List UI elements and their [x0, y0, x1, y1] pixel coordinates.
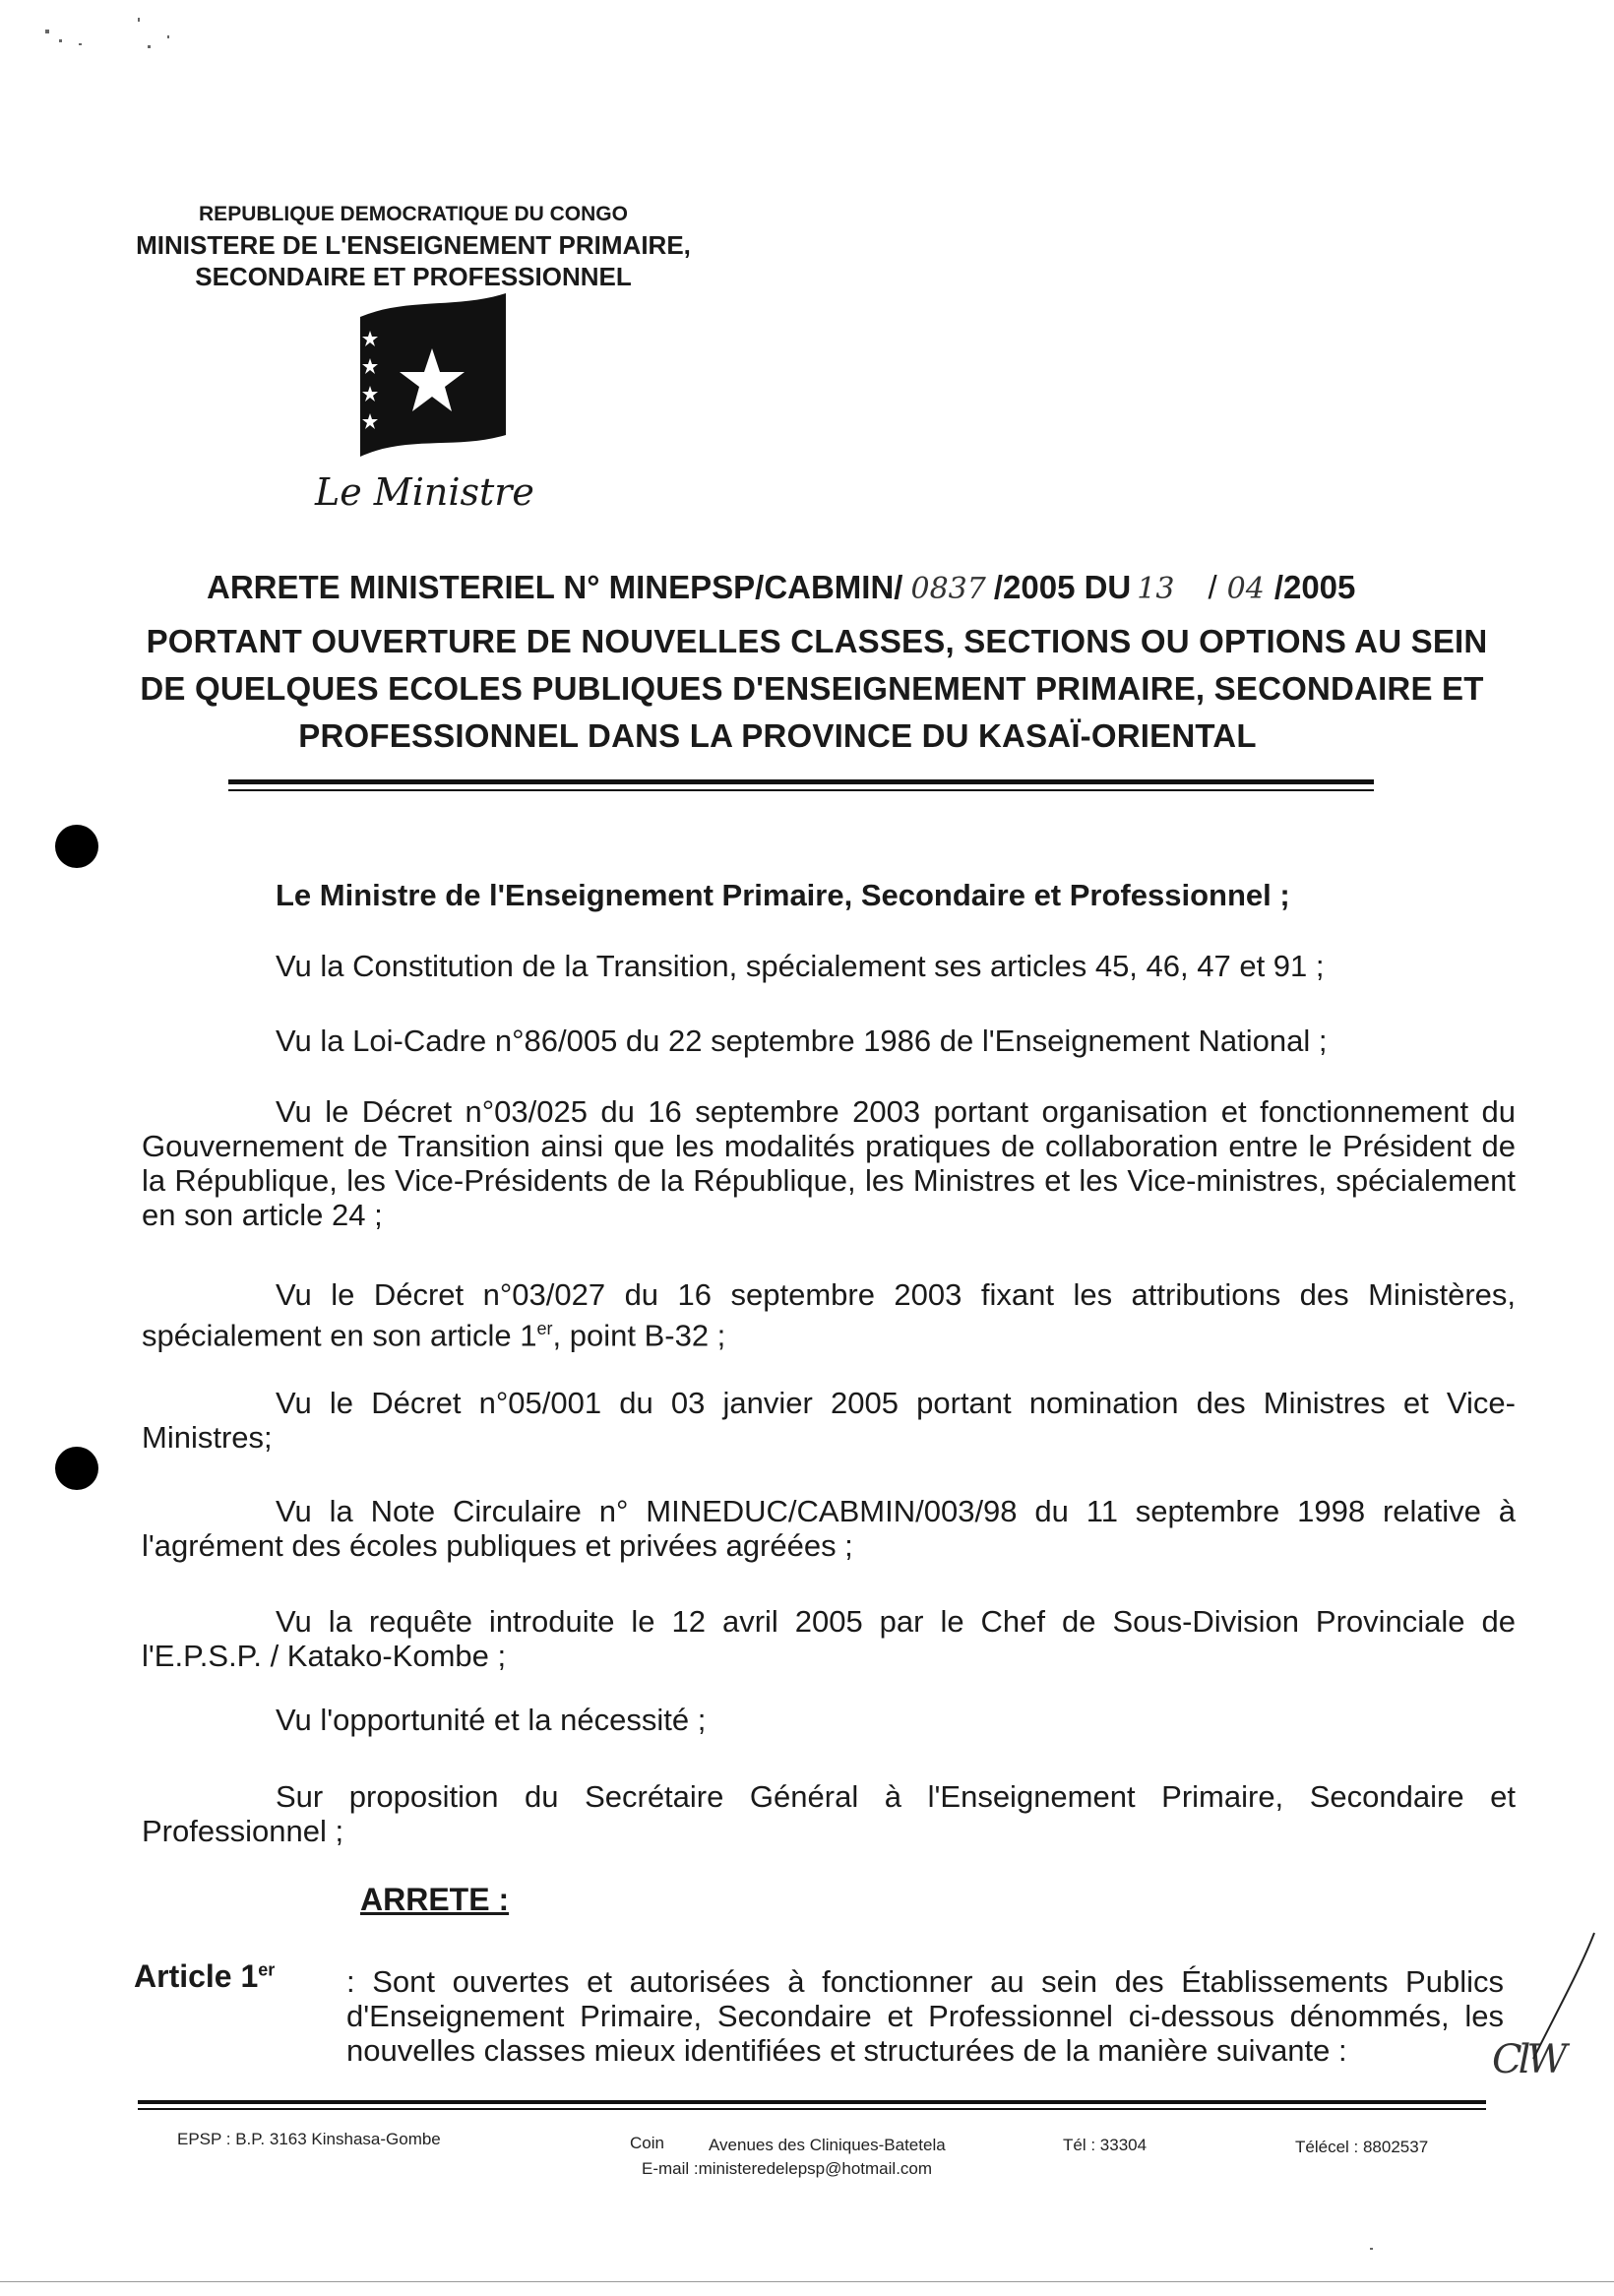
article-1-text: : Sont ouvertes et autorisées à fonctionner au sein des Établissements Publics d'Enseignement Primaire, Secondaire et Professionnel ci-dessous dénommés, les nouvelles classes mieux identifiées et structurées de la manière suivante :	[346, 1964, 1504, 2068]
footer-address: EPSP : B.P. 3163 Kinshasa-Gombe	[177, 2130, 441, 2148]
visa-decret-03-025: Vu le Décret n°03/025 du 16 septembre 2003 portant organisation et fonctionnement du Gouvernement de Transition ainsi que les modalités pratiques de collaboration entre le Président de la République, les Vice-Présidents de la République, les Ministres et les Vice-ministres, spécialement en son article 24 ;	[142, 1094, 1516, 1232]
visa-constitution: Vu la Constitution de la Transition, spécialement ses articles 45, 46, 47 et 91 ;	[276, 949, 1325, 983]
visa-decret-05-001: Vu le Décret n°05/001 du 03 janvier 2005 portant nomination des Ministres et Vice-Ministres;	[142, 1386, 1516, 1455]
scan-speck	[79, 43, 82, 45]
article-label	[134, 1958, 275, 1995]
scan-speck	[138, 18, 140, 22]
letterhead-ministry: MINISTERE DE L'ENSEIGNEMENT PRIMAIRE,	[136, 230, 691, 260]
scan-speck	[167, 35, 169, 38]
article-label-text: Article 1	[134, 1958, 259, 1994]
decree-month-handwritten: 04	[1226, 572, 1265, 606]
footer-telecel: Télécel : 8802537	[1295, 2138, 1429, 2156]
signatory-title: Le Ministre	[315, 470, 534, 514]
title-underline	[228, 779, 1374, 784]
footer-coin: Coin	[630, 2134, 664, 2152]
decree-title-line4: PROFESSIONNEL DANS LA PROVINCE DU KASAÏ-ORIENTAL	[298, 717, 1257, 754]
flag-star-emblem-icon	[348, 287, 516, 465]
visa-decret-03-027-text: Vu le Décret n°03/027 du 16 septembre 2003 fixant les attributions des Ministères, spécialement en son article 1	[142, 1277, 1516, 1353]
arrete-heading: ARRETE :	[360, 1882, 510, 1917]
decree-number-handwritten: 0837	[910, 572, 986, 606]
decree-day-handwritten: 13	[1137, 572, 1175, 606]
letterhead-country: REPUBLIQUE DEMOCRATIQUE DU CONGO	[199, 203, 628, 225]
decree-year-end: /2005	[1273, 569, 1356, 605]
visa-loi-cadre: Vu la Loi-Cadre n°86/005 du 22 septembre 1986 de l'Enseignement National ;	[276, 1024, 1328, 1058]
title-underline-thin	[228, 789, 1374, 791]
letterhead-ministry-cont: SECONDAIRE ET PROFESSIONNEL	[195, 262, 632, 291]
handwritten-initials: ClW	[1492, 2037, 1564, 2082]
visa-decret-03-027-end: , point B-32 ;	[552, 1318, 726, 1353]
decree-title-line2: PORTANT OUVERTURE DE NOUVELLES CLASSES, SECTIONS OU OPTIONS AU SEIN	[146, 623, 1488, 659]
footer-avenues: Avenues des Cliniques-Batetela	[709, 2136, 946, 2154]
punch-hole	[55, 1447, 98, 1490]
visa-opportunite: Vu l'opportunité et la nécessité ;	[276, 1703, 707, 1737]
visa-decret-03-027-sup: er	[536, 1319, 553, 1338]
footer-rule	[138, 2100, 1486, 2104]
article-label-sup: er	[258, 1959, 276, 1980]
page-bottom-edge	[0, 2281, 1614, 2282]
footer-rule-thin	[138, 2108, 1486, 2110]
decree-number-line	[207, 569, 1355, 606]
punch-hole	[55, 825, 98, 868]
decree-number-prefix: ARRETE MINISTERIEL N° MINEPSP/CABMIN/	[207, 569, 903, 605]
scan-speck	[148, 45, 151, 48]
decree-year: /2005 DU	[993, 569, 1132, 605]
visa-decret-03-027	[142, 1277, 1516, 1352]
preamble-intro: Le Ministre de l'Enseignement Primaire, Secondaire et Professionnel ;	[276, 878, 1290, 912]
decree-title-line3: DE QUELQUES ECOLES PUBLIQUES D'ENSEIGNEMENT PRIMAIRE, SECONDAIRE ET	[140, 670, 1484, 707]
scan-speck	[59, 39, 62, 42]
footer-tel: Tél : 33304	[1063, 2136, 1148, 2154]
visa-proposition: Sur proposition du Secrétaire Général à l'Enseignement Primaire, Secondaire et Professionnel ;	[142, 1779, 1516, 1848]
margin-pen-stroke	[1512, 1929, 1600, 2072]
visa-note-circulaire: Vu la Note Circulaire n° MINEDUC/CABMIN/003/98 du 11 septembre 1998 relative à l'agrément des écoles publiques et privées agréées ;	[142, 1494, 1516, 1563]
footer-email: E-mail :ministeredelepsp@hotmail.com	[642, 2159, 933, 2178]
scan-speck	[1370, 2248, 1373, 2250]
visa-requete: Vu la requête introduite le 12 avril 2005 par le Chef de Sous-Division Provinciale de l'E.P.S.P. / Katako-Kombe ;	[142, 1604, 1516, 1673]
scan-speck	[45, 30, 49, 33]
decree-month-separator: /	[1208, 569, 1217, 605]
